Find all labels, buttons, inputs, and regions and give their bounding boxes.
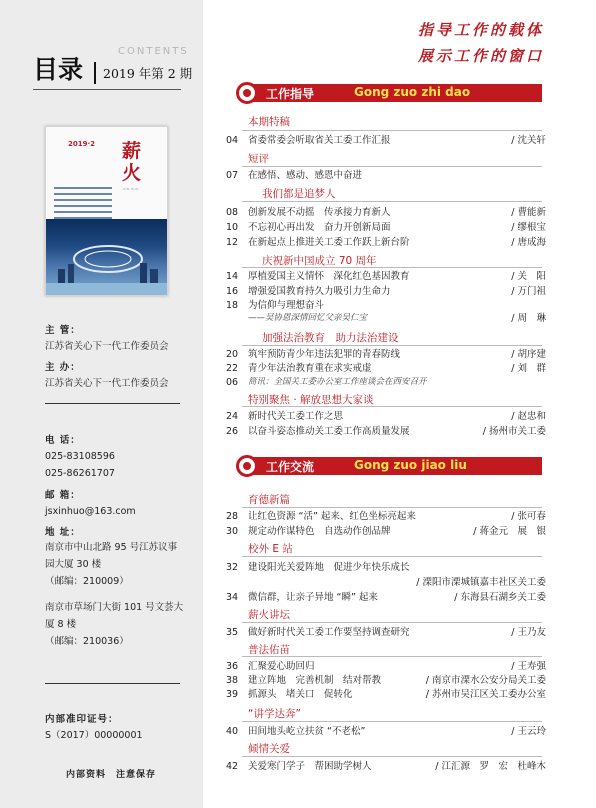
- page-number: 04: [226, 135, 239, 146]
- toc-entry[interactable]: [223, 560, 546, 575]
- category-label: 特别聚焦 · 解放思想大家谈: [248, 394, 374, 406]
- page-number: 12: [226, 237, 239, 248]
- entry-title: 新时代关工委工作之思: [248, 411, 344, 422]
- page-number: 30: [226, 526, 239, 537]
- category-label: 我们都是追梦人: [262, 188, 336, 200]
- toc-entry[interactable]: [223, 284, 546, 299]
- toc-entry[interactable]: [223, 759, 546, 774]
- page-number: 07: [226, 170, 239, 181]
- postcode-2: （邮编：210036）: [45, 636, 129, 647]
- toc-entry[interactable]: [223, 409, 546, 424]
- toc-entry-author-line[interactable]: [223, 575, 546, 590]
- page-number: 24: [226, 411, 239, 422]
- entry-title: 抓源头 堵关口 促转化: [248, 689, 353, 700]
- entry-author: / 关 阳: [511, 269, 546, 284]
- permit-number: S（2017）00000001: [45, 730, 143, 741]
- entry-title: 简讯：全国关工委办公室工作座谈会在西安召开: [248, 377, 427, 387]
- category-label: 短评: [248, 153, 269, 165]
- sidebar: [0, 0, 203, 808]
- cover-title: 薪火: [122, 140, 142, 184]
- issue-number: 2019 年第 2 期: [103, 66, 193, 81]
- sidebar-divider: [33, 89, 181, 90]
- entry-title: 做好新时代关工委工作要坚持调查研究: [248, 627, 410, 638]
- section-header-gongzuo-jiaoliu: [242, 457, 542, 475]
- category-divider: [242, 656, 542, 657]
- entry-title: 关爱寒门学子 帮困助学树人: [248, 761, 372, 772]
- entry-author: / 胡序建: [511, 347, 546, 362]
- category-label: 倾情关爱: [248, 743, 290, 755]
- contents-word: CONTENTS: [118, 46, 189, 57]
- section-title: 工作交流: [266, 460, 315, 474]
- toc-entry[interactable]: [223, 347, 546, 362]
- section-pinyin: Gong zuo zhi dao: [354, 85, 471, 99]
- category-label: “讲学达奔”: [248, 708, 301, 720]
- host-label: 主 办：: [45, 362, 81, 373]
- page-number: 26: [226, 426, 239, 437]
- title-divider: [94, 62, 96, 84]
- permit-divider: [45, 683, 180, 684]
- category-divider: [242, 556, 542, 557]
- toc-entry[interactable]: [223, 590, 546, 605]
- entry-title: 在新起点上推进关工委工作跃上新台阶: [248, 237, 410, 248]
- section-title: 工作指导: [266, 87, 315, 101]
- entry-title: 不忘初心再出发 奋力开创新局面: [248, 222, 391, 233]
- tel-label: 电 话：: [45, 435, 81, 446]
- entry-title: 建设阳光关爱阵地 促进少年快乐成长: [248, 562, 410, 573]
- slogan-line-2: 展示工作的窗口: [417, 47, 544, 65]
- page-number: 35: [226, 627, 239, 638]
- toc-entry[interactable]: [223, 524, 546, 539]
- info-divider: [45, 403, 180, 404]
- category-label: 普法佑苗: [248, 644, 290, 656]
- category-label: 薪火讲坛: [248, 609, 290, 621]
- entry-author: / 南京市溧水公安分局关工委: [426, 673, 546, 688]
- category-divider: [242, 345, 542, 346]
- toc-entry[interactable]: [223, 687, 546, 702]
- category-divider: [242, 622, 542, 623]
- city-skyline-image: [46, 219, 168, 296]
- sponsor-text: 江苏省关心下一代工作委员会: [45, 341, 169, 352]
- entry-title: 厚植爱国主义情怀 深化红色基因教育: [248, 271, 410, 282]
- address-1: 南京市中山北路 95 号江苏议事园大厦 30 楼: [45, 542, 178, 570]
- toc-entry[interactable]: [223, 220, 546, 235]
- entry-author: / 江汇源 罗 宏 杜峰木: [435, 759, 546, 774]
- page-number: 38: [226, 675, 239, 686]
- entry-author: / 张可春: [511, 509, 546, 524]
- category-label: 校外 E 站: [248, 543, 293, 555]
- entry-title: 在感悟、感动、感恩中奋进: [248, 170, 363, 181]
- page-number: 16: [226, 286, 239, 297]
- category-divider: [242, 756, 542, 757]
- toc-entry[interactable]: [223, 424, 546, 439]
- toc-entry[interactable]: [223, 659, 546, 674]
- page-number: 40: [226, 726, 239, 737]
- entry-title: 让红色资源 “活” 起来、红色坐标亮起来: [248, 511, 416, 522]
- category-divider: [242, 267, 542, 268]
- page-number: 42: [226, 761, 239, 772]
- page-number: 32: [226, 562, 239, 573]
- page-number: 14: [226, 271, 239, 282]
- entry-author: / 东海县石湖乡关工委: [454, 590, 546, 605]
- entry-author: / 曹能新: [511, 205, 546, 220]
- category-divider: [242, 201, 542, 202]
- entry-subtitle: ——吴协恩深情回忆父亲吴仁宝: [248, 313, 368, 323]
- cover-subtitle: XIN HUO: [123, 187, 139, 191]
- entry-title: 青少年法治教育重在求实戒虚: [248, 363, 372, 374]
- category-divider: [242, 130, 542, 131]
- entry-author: / 缪根宝: [511, 220, 546, 235]
- entry-title: 田间地头屹立扶贫 “不老松”: [248, 726, 366, 737]
- section-bullet-icon: [236, 82, 258, 104]
- page-number: 10: [226, 222, 239, 233]
- entry-author: / 苏州市吴江区关工委办公室: [426, 687, 546, 702]
- magazine-cover: [45, 126, 168, 296]
- toc-entry[interactable]: [223, 724, 546, 739]
- tel-1: 025-83108596: [45, 451, 115, 462]
- cover-photo: [46, 219, 168, 296]
- page-number: 18: [226, 300, 239, 311]
- page-number: 28: [226, 511, 239, 522]
- entry-author: / 沈关轩: [511, 133, 546, 148]
- page-number: 08: [226, 207, 239, 218]
- email-label: 邮 箱：: [45, 490, 81, 501]
- entry-title: 以奋斗姿态推动关工委工作高质量发展: [248, 426, 410, 437]
- entry-author: / 蒋金元 展 银: [473, 524, 546, 539]
- entry-title: 创新发展不动摇 传承接力育新人: [248, 207, 391, 218]
- entry-author: / 溧阳市溧城镇嘉丰社区关工委: [416, 575, 546, 590]
- entry-title: 微信群，让亲子异地 “瞬” 起来: [248, 592, 378, 603]
- toc-entry[interactable]: [223, 269, 546, 284]
- cover-issue: 2019·2: [68, 140, 96, 148]
- toc-entry[interactable]: [223, 235, 546, 250]
- category-label: 庆祝新中国成立 70 周年: [262, 255, 377, 267]
- section-pinyin: Gong zuo jiao liu: [354, 458, 467, 472]
- category-label: 加强法治教育 助力法治建设: [262, 332, 399, 344]
- address-label: 地 址：: [45, 527, 81, 538]
- section-bullet-icon: [236, 455, 258, 477]
- postcode-1: （邮编：210009）: [45, 576, 129, 587]
- entry-title: 规定动作谋特色 自选动作创品牌: [248, 526, 391, 537]
- email-text: jsxinhuo@163.com: [45, 506, 136, 517]
- entry-author: / 王寿强: [511, 659, 546, 674]
- toc-title: 目录: [33, 55, 84, 84]
- entry-title: 为信仰与理想奋斗: [248, 300, 325, 311]
- toc-entry-subtitle[interactable]: [223, 311, 546, 326]
- category-label: 育德新篇: [248, 494, 290, 506]
- entry-author: / 王乃友: [511, 625, 546, 640]
- entry-title: 省委常委会听取省关工委工作汇报: [248, 135, 391, 146]
- category-divider: [242, 507, 542, 508]
- entry-title: 增强爱国教育持久力吸引力生命力: [248, 286, 391, 297]
- category-divider: [242, 406, 542, 407]
- page-number: 36: [226, 661, 239, 672]
- entry-author: / 赵忠和: [511, 409, 546, 424]
- page-number: 39: [226, 689, 239, 700]
- host-text: 江苏省关心下一代工作委员会: [45, 378, 169, 389]
- toc-entry[interactable]: [223, 673, 546, 688]
- page-number: 20: [226, 349, 239, 360]
- category-label: 本期特稿: [248, 116, 290, 128]
- page-number: 22: [226, 363, 239, 374]
- entry-title: 建立阵地 完善机制 结对帮教: [248, 675, 382, 686]
- address-2: 南京市草场门大街 101 号文荟大厦 8 楼: [45, 602, 184, 630]
- category-divider: [242, 166, 542, 167]
- entry-author: / 周 琳: [511, 311, 546, 326]
- toc-entry[interactable]: [223, 375, 546, 390]
- entry-title: 汇聚爱心助回归: [248, 661, 315, 672]
- page-number: 06: [226, 377, 239, 388]
- toc-entry[interactable]: [223, 168, 546, 183]
- sponsor-label: 主 管：: [45, 325, 81, 336]
- toc-entry[interactable]: [223, 205, 546, 220]
- toc-entry[interactable]: [223, 133, 546, 148]
- permit-label: 内部准印证号：: [45, 714, 119, 725]
- section-header-gongzuo-zhidao: [242, 84, 542, 102]
- page-number: 34: [226, 592, 239, 603]
- entry-author: / 万门祖: [511, 284, 546, 299]
- toc-entry[interactable]: [223, 509, 546, 524]
- entry-author: / 刘 群: [511, 361, 546, 376]
- entry-author: / 王云玲: [511, 724, 546, 739]
- tel-2: 025-86261707: [45, 468, 115, 479]
- slogan-line-1: 指导工作的载体: [417, 21, 544, 39]
- footer-note: 内部资料 注意保存: [66, 770, 157, 780]
- toc-entry[interactable]: [223, 361, 546, 376]
- category-divider: [242, 721, 542, 722]
- entry-author: / 唐成海: [511, 235, 546, 250]
- toc-entry[interactable]: [223, 625, 546, 640]
- entry-title: 筑牢预防青少年违法犯罪的青春防线: [248, 349, 401, 360]
- entry-author: / 扬州市关工委: [483, 424, 546, 439]
